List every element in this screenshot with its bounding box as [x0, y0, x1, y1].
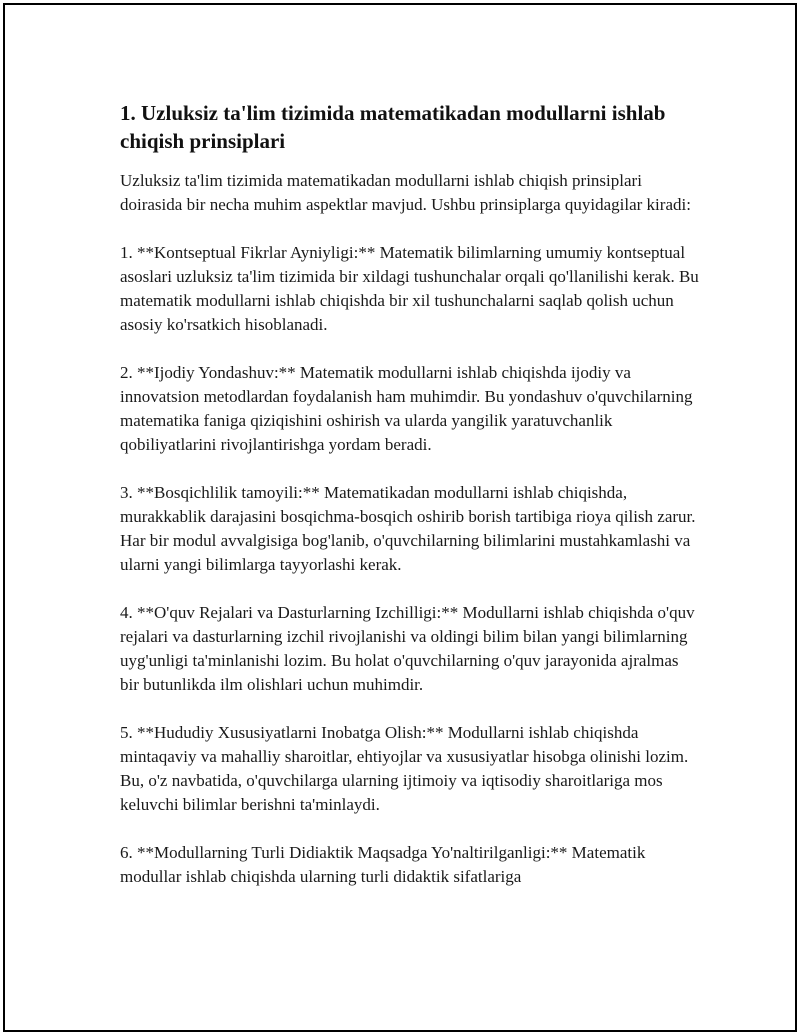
principle-5-paragraph: 5. **Hududiy Xususiyatlarni Inobatga Olish:** Modullarni ishlab chiqishda mintaqaviy va mahalliy sharoitlar, ehtiyojlar va xususiyatlar hisobga olinishi lozim. Bu, o'z navbatida, o'quvchilarga ularning ijtimoiy va iqtisodiy sharoitlariga mos keluvchi bilimlar berishni ta'minlaydi. [120, 723, 689, 814]
principle-2-paragraph: 2. **Ijodiy Yondashuv:** Matematik modullarni ishlab chiqishda ijodiy va innovatsion metodlardan foydalanish ham muhimdir. Bu yondashuv o'quvchilarning matematika faniga qiziqishini oshirish va ularda yangilik yaratuvchanlik qobiliyatlarini rivojlantirishga yordam beradi. [120, 363, 693, 454]
principle-4-paragraph: 4. **O'quv Rejalari va Dasturlarning Izchilligi:** Modullarni ishlab chiqishda o'quv rejalari va dasturlarning izchil rivojlanishi va oldingi bilim bilan yangi bilimlarning uyg'unligi ta'minlanishi lozim. Bu holat o'quvchilarning o'quv jarayonida ajralmas bir butunlikda ilm olishlari uchun muhimdir. [120, 603, 695, 694]
principle-3-paragraph: 3. **Bosqichlilik tamoyili:** Matematikadan modullarni ishlab chiqishda, murakkablik darajasini bosqichma-bosqich oshirib borish tartibiga rioya qilish zarur. Har bir modul avvalgisiga bog'lanib, o'quvchilarning bilimlarini mustahkamlashi va ularni yangi bilimlarga tayyorlashi kerak. [120, 483, 696, 574]
intro-paragraph: Uzluksiz ta'lim tizimida matematikadan modullarni ishlab chiqish prinsiplari doirasida bir necha muhim aspektlar mavjud. Ushbu prinsiplarga quyidagilar kiradi: [120, 171, 691, 214]
principle-6-paragraph: 6. **Modullarning Turli Didiaktik Maqsadga Yo'naltirilganligi:** Matematik modullar ishlab chiqishda ularning turli didaktik sifatlariga [120, 843, 646, 886]
document-page [3, 3, 797, 1032]
document-title: 1. Uzluksiz ta'lim tizimida matematikadan modullarni ishlab chiqish prinsiplari [120, 101, 666, 153]
document-body [120, 99, 700, 913]
principle-1-paragraph: 1. **Kontseptual Fikrlar Ayniyligi:** Matematik bilimlarning umumiy kontseptual asoslari uzluksiz ta'lim tizimida bir xildagi tushunchalar orqali qo'llanilishi kerak. Bu matematik modullarni ishlab chiqishda bir xil tushunchalarni saqlab qolish uchun asosiy ko'rsatkich hisoblanadi. [120, 243, 699, 334]
